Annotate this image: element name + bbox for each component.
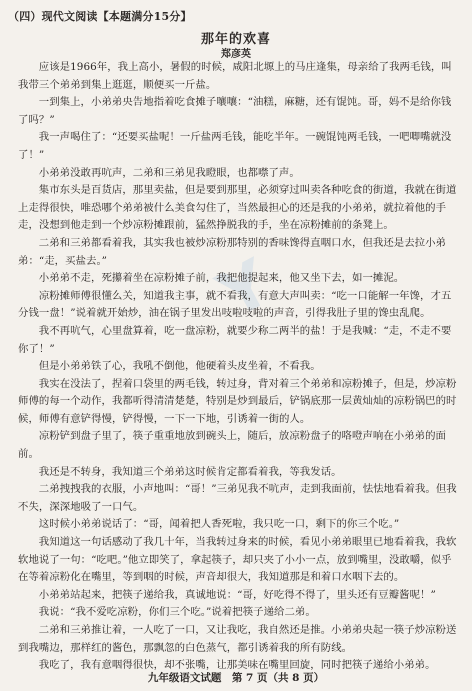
paragraph: 凉粉摊师傅很懂么关，知道我主事，就不看我，有意大声叫卖：“吃一口能解一年馋，才五分钱一盘！”说着就开始炒，油在锅子里发出吱啦吱啦的声音，引得我肚子里的馋虫乱爬。 <box>18 289 452 320</box>
paragraph: 我吃了，我有意咽得很快，却不张嘴，让那美味在嘴里回旋，同时把筷子递给小弟弟。 <box>38 659 436 672</box>
page-footer: 九年级语文试题 第 7 页（共 8 页） <box>147 672 325 684</box>
essay-author: 郑彦英 <box>221 49 251 60</box>
essay-body <box>18 59 458 675</box>
paragraph: 我知道这一句话感动了我几十年，当我转过身来的时候，看见小弟弟眼里已地看着我，我软软地说了一句：“吃吧。”他立即笑了，拿起筷子，却只夹了小小一点，放到嘴里，没敢嚼，似乎在等着凉粉化在嘴里，等到咽的时候，声音却很大，我知道那是和着口水咽下去的。 <box>18 536 457 584</box>
paragraph: 小弟弟不走，死攥着坐在凉粉摊子前，我把他提起来，他又坐下去，如一摊泥。 <box>38 272 405 285</box>
paragraph: 应该是1966年，我上高小，暑假的时候，咸阳北塬上的马庄逢集，母亲给了我两毛钱，叫我带三个弟弟到集上逛逛，顺便买一斤盐。 <box>18 61 452 91</box>
paragraph: 我说：“我不爱吃凉粉，你们三个吃。”说着把筷子递给二弟。 <box>38 606 316 619</box>
paragraph: 二弟和三弟推让着，一人吃了一口，又让我吃，我自然还是推。小弟弟央起一筷子炒凉粉送到我嘴边，那样红的酱色，那飘忽的白色蒸气，都引诱着我的所有防线。 <box>18 624 457 654</box>
essay-title: 那年的欢喜 <box>200 32 271 47</box>
section-header: （四）现代文阅读【本题满分15分】 <box>8 10 192 23</box>
paragraph: 集市东头是百货店，那里卖盐，但是要到那里，必须穿过叫卖各种吃食的街道，我就在街道上走得很快，唯恐哪个弟弟被什么美食勾住了，当然最担心的还是我的小弟弟，就拉着他的手走，没想到他走到一个炒凉粉摊跟前，猛然挣脱我的手，坐在凉粉摊前的条凳上。 <box>18 184 457 232</box>
paragraph: 一到集上，小弟弟央告地指着吃食摊子嚷嚷：“油糕，麻糖，还有馄饨。哥，妈不是给你钱了吗？” <box>18 96 452 126</box>
paragraph: 小弟弟站起来，把筷子递给我，真诚地说：“哥，好吃得不得了，里头还有豆瓣酱呢！” <box>38 588 436 601</box>
paragraph: 我一声喝住了：“还要买盐呢！一斤盐两毛钱，能吃半年。一碗馄饨两毛钱，一吧唧嘴就没了！” <box>18 131 452 161</box>
watermark: Y <box>207 246 283 334</box>
paragraph: 小弟弟没敢再吭声，二弟和三弟见我瞪眼，也都噤了声。 <box>38 166 300 179</box>
paragraph: 我实在没法了，捏着口袋里的两毛钱，转过身，背对着三个弟弟和凉粉摊子，但是，炒凉粉师傅的每一个动作，我都听得清清楚楚，特别是炒到最后，铲锅底那一层黄灿灿的凉粉锅巴的时候，师傅有意铲得慢，铲得慢，一下一下地，引诱着一街的人。 <box>18 377 457 425</box>
paragraph: 凉粉铲到盘子里了，筷子重重地放到碗头上，随后，放凉粉盘子的咯噔声响在小弟弟的面前。 <box>18 430 446 461</box>
paragraph: 二弟和三弟都看着我，其实我也被炒凉粉那特别的香味馋得直咽口水，但我还是去拉小弟弟：“走，买盐去。” <box>18 236 446 267</box>
paragraph: 二弟拽拽我的衣服，小声地叫：“哥！”三弟见我不吭声，走到我面前，怯怯地看着我。但我不失，深深地吸了一口气。 <box>18 483 457 513</box>
paragraph: 这时候小弟弟说话了：“哥，闻着把人香死啦，我只吃一口，剩下的你三个吃。” <box>38 518 400 531</box>
paragraph: 我不再吭气，心里盘算着，吃一盘凉粉，就要少称二两半的盐！于是我喊：“走，不走不要你了！” <box>18 324 452 355</box>
paragraph: 我还是不转身，我知道三个弟弟这时候肯定都看着我，等我发话。 <box>38 465 342 478</box>
paragraph: 但是小弟弟铁了心，我吼不倒他，他硬着头皮坐着，不看我。 <box>38 360 321 373</box>
